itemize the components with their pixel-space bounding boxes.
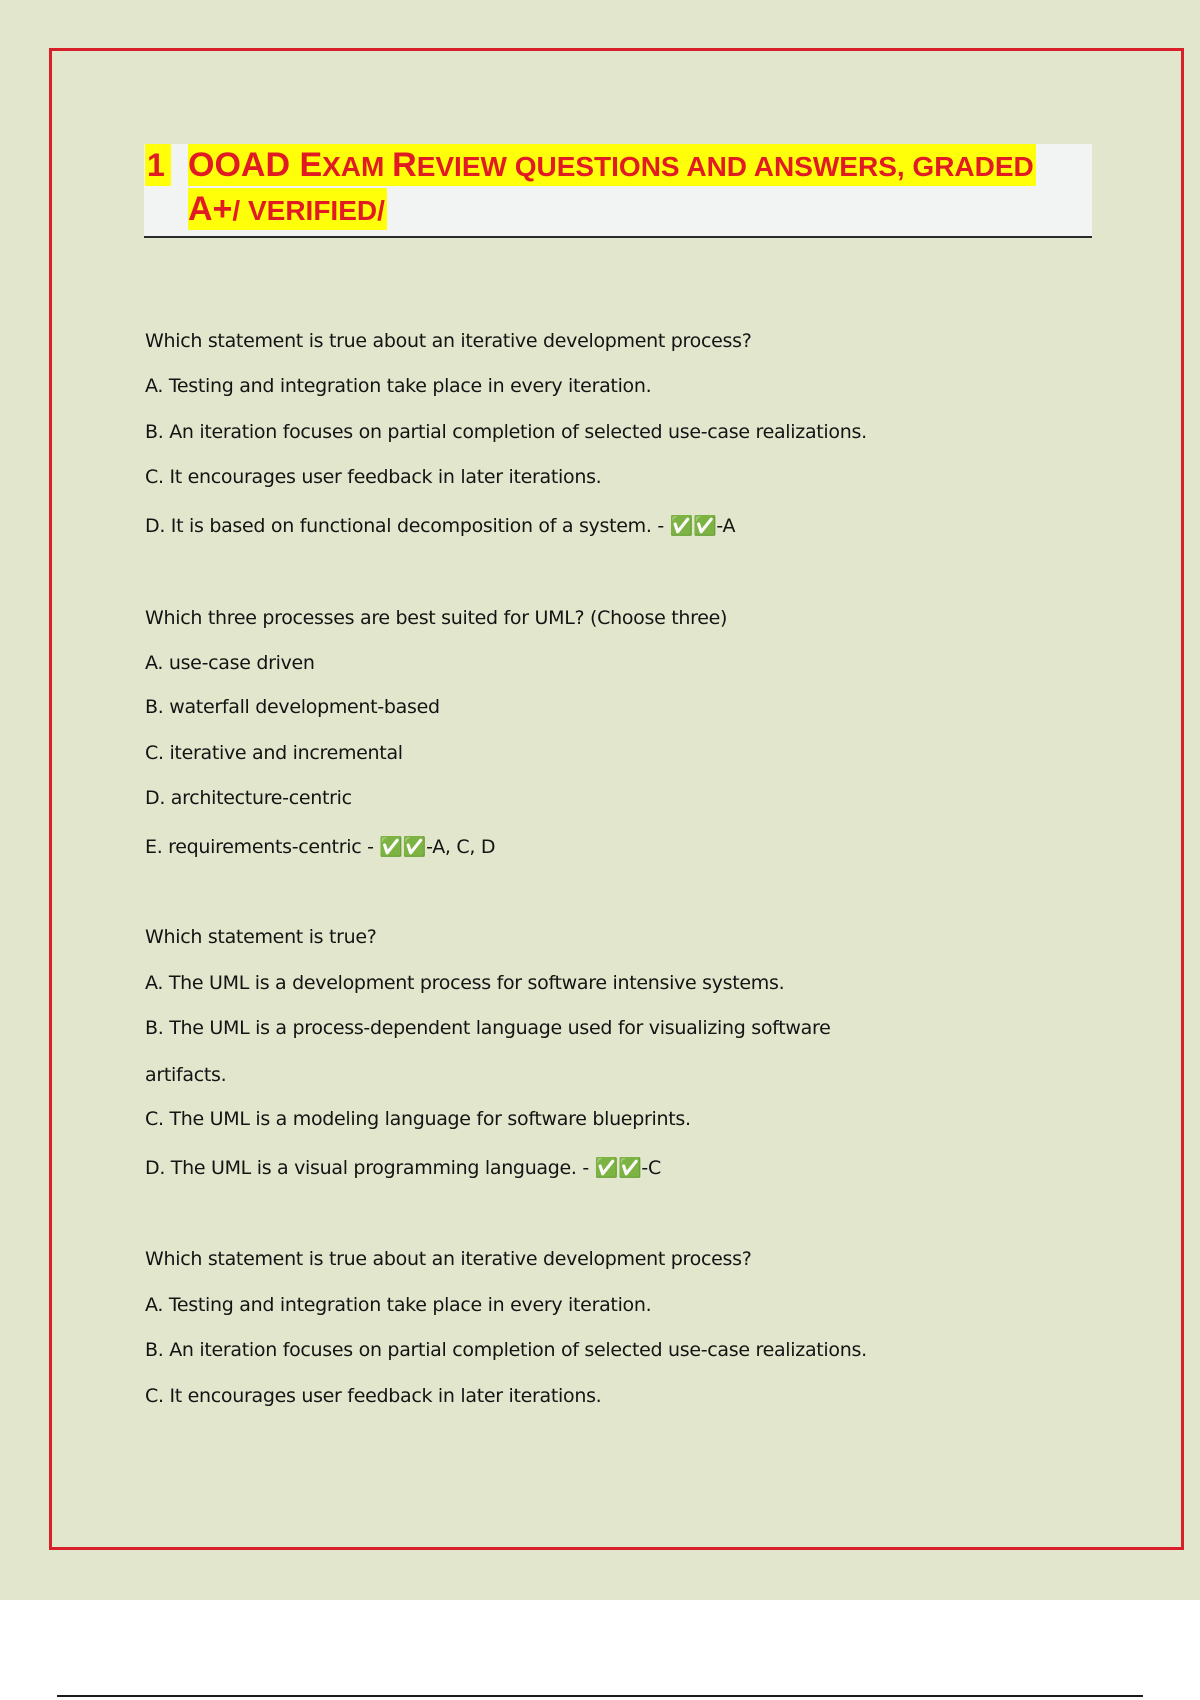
- answer-option: B. waterfall development-based: [145, 696, 440, 718]
- answer-option: D. It is based on functional decomposition of a system. - ✅✅-A: [145, 515, 736, 537]
- answer-option: C. It encourages user feedback in later iterations.: [145, 466, 602, 488]
- answer-option: D. architecture-centric: [145, 787, 352, 809]
- answer-option: A. The UML is a development process for software intensive systems.: [145, 972, 785, 994]
- title-line-1: [188, 144, 1036, 186]
- answer-option: C. It encourages user feedback in later iterations.: [145, 1385, 602, 1407]
- answer-option: E. requirements-centric - ✅✅-A, C, D: [145, 836, 496, 858]
- answer-option: B. The UML is a process-dependent language used for visualizing software: [145, 1017, 831, 1039]
- heading-number: 1: [145, 144, 171, 186]
- title-part: R: [392, 146, 417, 184]
- answer-option: A. use-case driven: [145, 652, 315, 674]
- title-part: EVIEW QUESTIONS AND ANSWERS, GRADED: [416, 151, 1034, 182]
- footer-divider: [57, 1695, 1143, 1697]
- answer-option: C. The UML is a modeling language for software blueprints.: [145, 1108, 691, 1130]
- answer-option: artifacts.: [145, 1064, 227, 1086]
- question-text: Which statement is true about an iterative development process?: [145, 330, 752, 352]
- answer-option: C. iterative and incremental: [145, 742, 403, 764]
- answer-option: B. An iteration focuses on partial completion of selected use-case realizations.: [145, 421, 867, 443]
- title-line-2: [188, 188, 387, 230]
- answer-option: B. An iteration focuses on partial completion of selected use-case realizations.: [145, 1339, 867, 1361]
- title-part: A+: [188, 190, 233, 228]
- answer-option: A. Testing and integration take place in every iteration.: [145, 1294, 652, 1316]
- title-part: / VERIFIED/: [232, 195, 385, 226]
- question-text: Which statement is true about an iterative development process?: [145, 1248, 752, 1270]
- answer-option: A. Testing and integration take place in every iteration.: [145, 375, 652, 397]
- question-text: Which three processes are best suited for UML? (Choose three): [145, 607, 728, 629]
- title-part: OOAD E: [188, 146, 323, 184]
- title-part: XAM: [322, 151, 393, 182]
- question-text: Which statement is true?: [145, 926, 377, 948]
- document-title: [144, 144, 1092, 238]
- answer-option: D. The UML is a visual programming language. - ✅✅-C: [145, 1157, 661, 1179]
